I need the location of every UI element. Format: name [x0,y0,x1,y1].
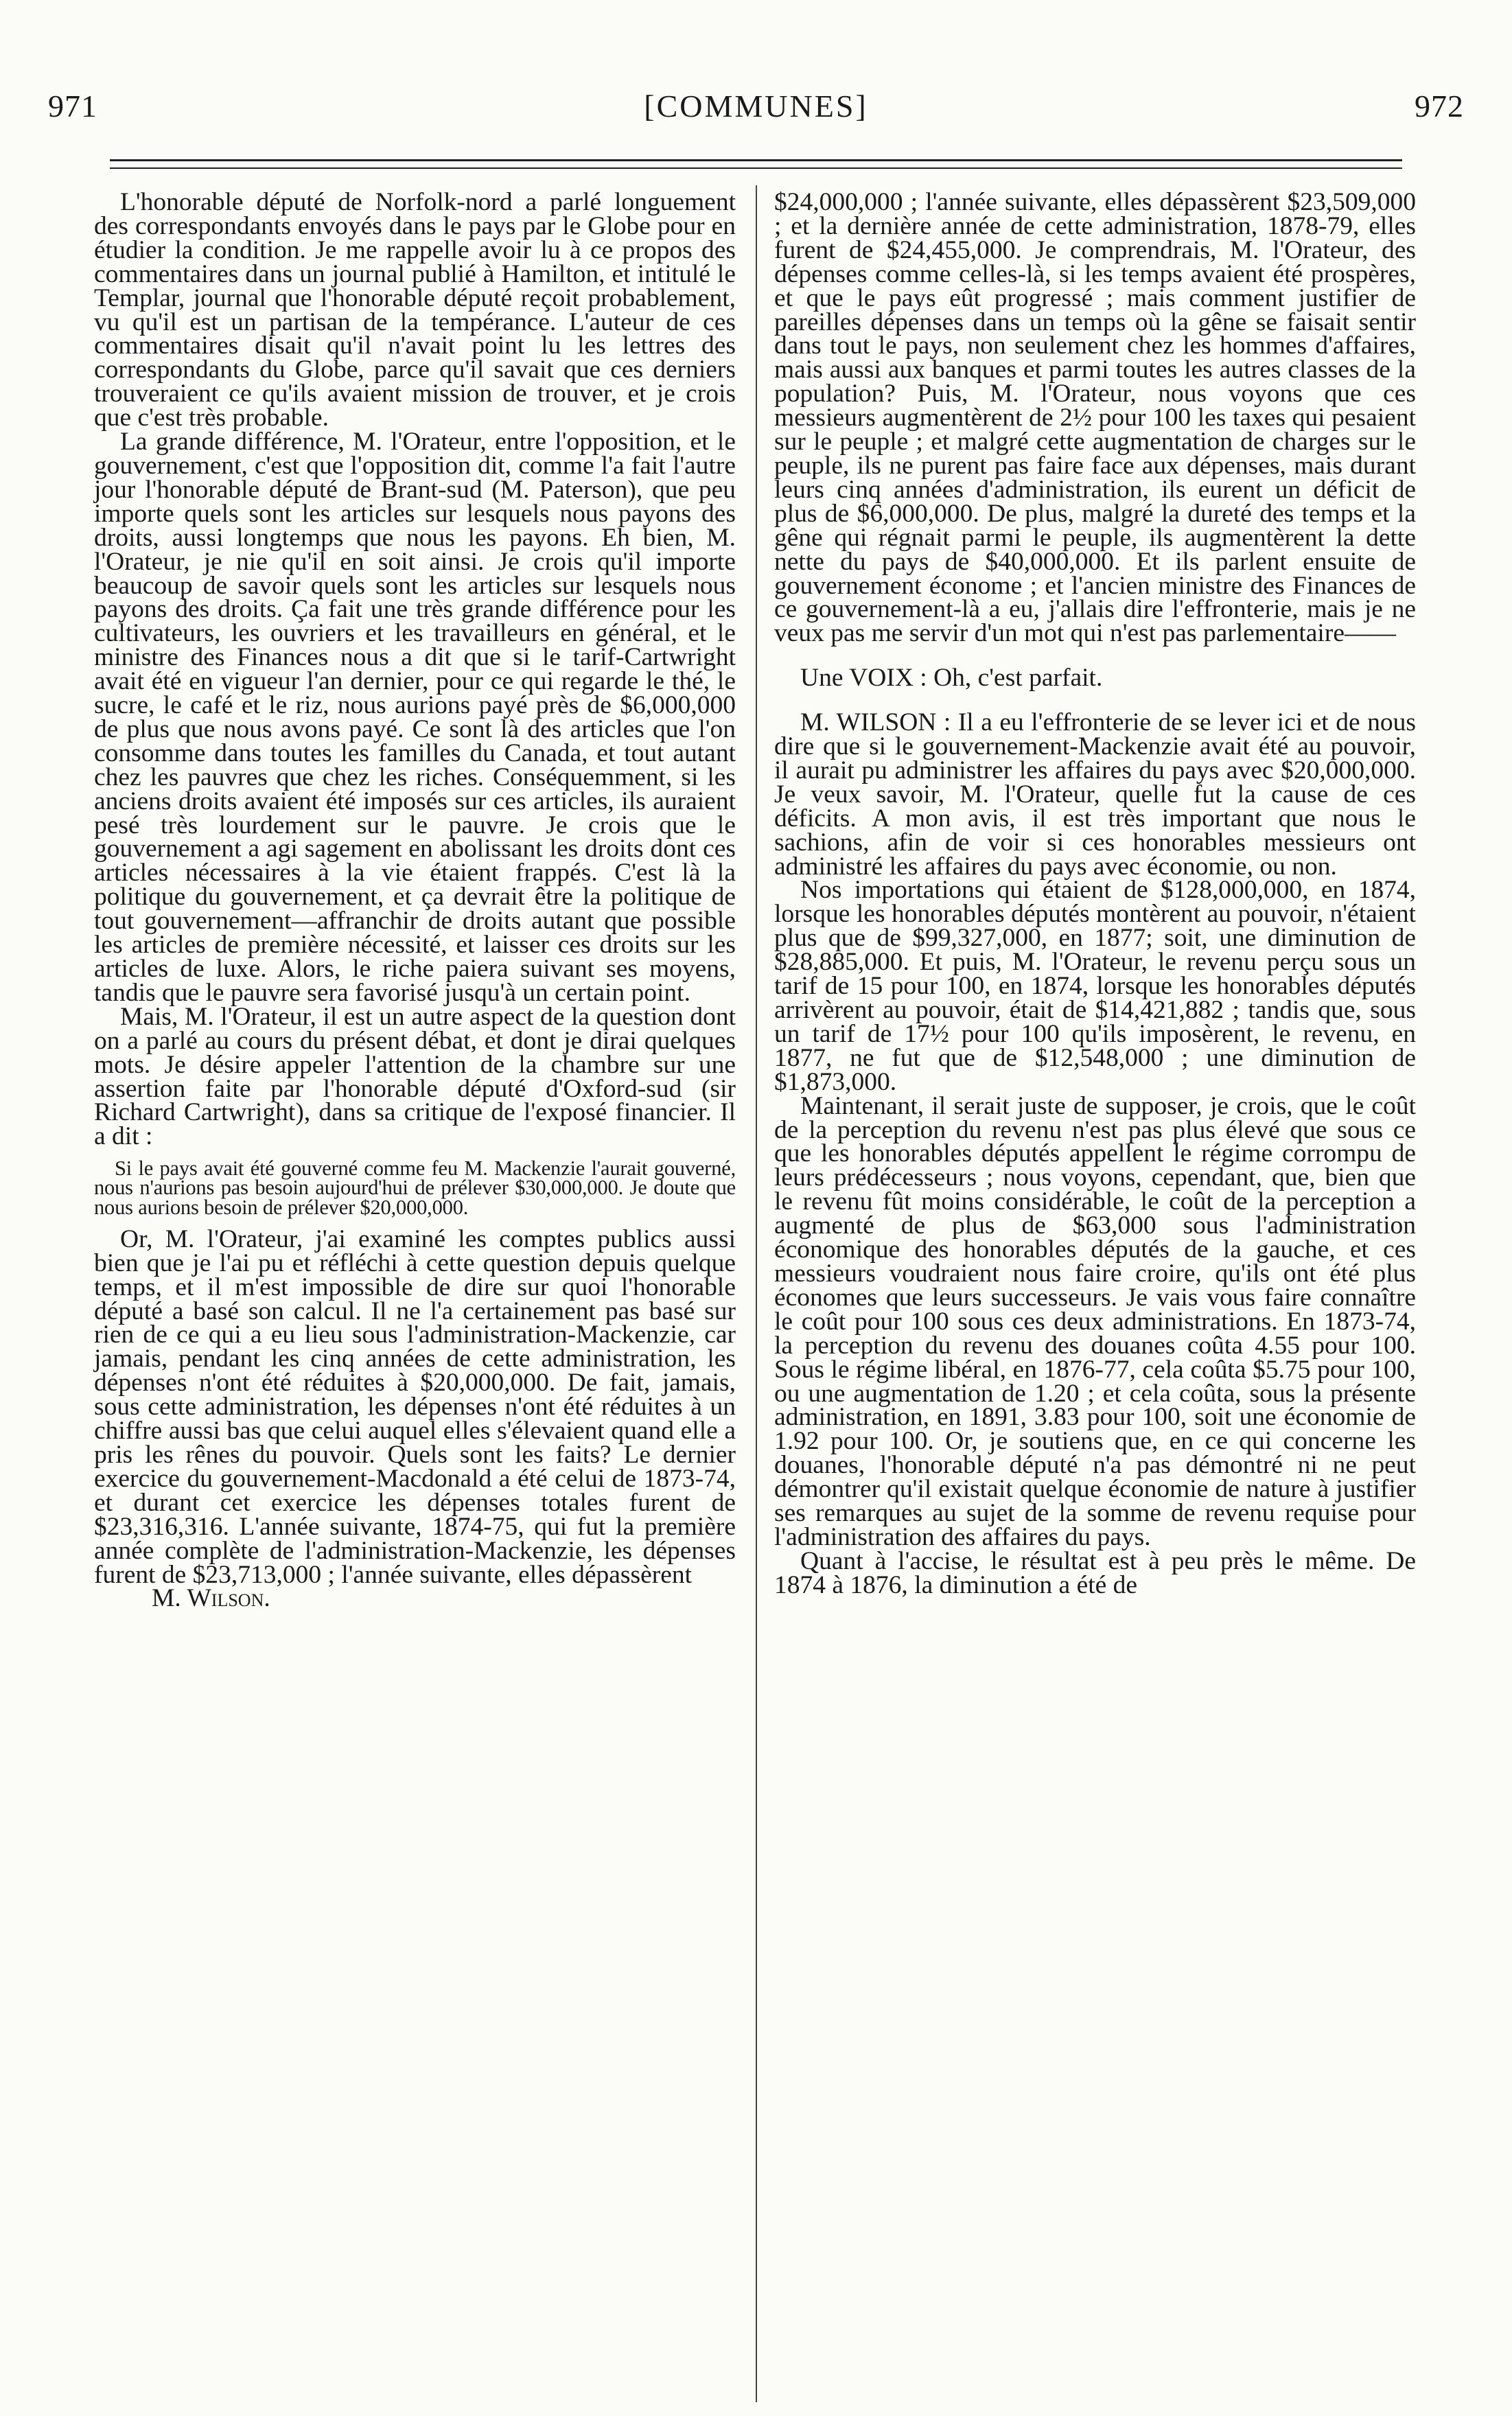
paragraph: L'honorable député de Norfolk-nord a parlé longuement des correspondants envoyés dans le pays par le Globe pour en étudier la condition. Je me rappelle avoir lu à ce propos des commentaires dans un journal publié à Hamilton, et intitulé le Templar, journal que l'honorable député reçoit probablement, vu qu'il est un partisan de la tempérance. L'auteur de ces commentaires disait qu'il n'avait point lu les lettres des correspondants du Globe, parce qu'il savait que ces derniers trouveraient ce qu'ils avaient mission de trouver, et je crois que c'est très probable. [94,188,736,432]
paragraph: $24,000,000 ; l'année suivante, elles dépassèrent $23,509,000 ; et la dernière année de cette administration, 1878-79, elles furent de $24,455,000. Je comprendrais, M. l'Orateur, des dépenses comme celles-là, si les temps avaient été prospères, et que le pays eût progressé ; mais comment justifier de pareilles dépenses dans un temps où la gêne se faisait sentir dans tout le pays, non seulement chez les hommes d'affaires, mais aussi aux banques et parmi toutes les autres classes de la population? Puis, M. l'Orateur, nous voyons que ces messieurs augmentèrent de 2½ pour 100 les taxes qui pesaient sur le peuple ; et malgré cette augmentation de charges sur le peuple, ils ne purent pas faire face aux dépenses, mais durant leurs cinq années d'administration, ils eurent un déficit de plus de $6,000,000. De plus, malgré la dureté des temps et la gêne qui régnait parmi le peuple, ils augmentèrent la dette nette du pays de $40,000,000. Et ils parlent ensuite de gouvernement économe ; et l'ancien ministre des Finances de ce gouvernement-là a eu, j'allais dire l'effronterie, mais je ne veux pas me servir d'un mot qui n'est pas parlementaire—— [774,188,1416,648]
paragraph: La grande différence, M. l'Orateur, entre l'opposition, et le gouvernement, c'est que l'opposition dit, comme l'a fait l'autre jour l'honorable député de Brant-sud (M. Paterson), que peu importe quels sont les articles sur lesquels nous payons des droits, aussi longtemps que nous les payons. Eh bien, M. l'Orateur, je nie qu'il en soit ainsi. Je crois qu'il importe beaucoup de savoir quels sont les articles sur lesquels nous payons des droits. Ça fait une très grande différence pour les cultivateurs, les ouvriers et les travailleurs en général, et le ministre des Finances nous a dit que si le tarif-Cartwright avait été en vigueur l'an dernier, pour ce qui regarde le thé, le sucre, le café et le riz, nous aurions payé près de $6,000,000 de plus que nous avons payé. Ce sont là des articles que l'on consomme dans toutes les familles du Canada, et tout autant chez les pauvres que chez les riches. Conséquemment, si les anciens droits avaient été imposés sur ces articles, ils auraient pesé très lourdement sur le pauvre. Je crois que le gouvernement a agi sagement en abolissant les droits dont ces articles nécessaires à la vie étaient frappés. C'est là la politique du gouvernement, et ça devrait être la politique de tout gouvernement—affranchir de droits autant que possible les articles de première nécessité, et laisser ces droits sur les articles de luxe. Alors, le riche paiera suivant ses moyens, tandis que le pauvre sera favorisé jusqu'à un certain point. [94,428,736,1007]
page-header [48,88,1464,143]
speaker-signature: M. Wilson. [152,1584,270,1613]
page-number-right: 972 [1415,89,1464,124]
page-number-left: 971 [48,89,97,124]
paragraph: Quant à l'accise, le résultat est à peu près le même. De 1874 à 1876, la diminution a été de [774,1546,1416,1599]
interjection: Une VOIX : Oh, c'est parfait. [800,664,1103,693]
paragraph: M. WILSON : Il a eu l'effronterie de se lever ici et de nous dire que si le gouvernement-Mackenzie avait été au pouvoir, il aurait pu administrer les affaires du pays avec $20,000,000. Je veux savoir, M. l'Orateur, quelle fut la cause de ces déficits. A mon avis, il est très important que nous le sachions, afin de voir si ces honorables messieurs ont administré les affaires du pays avec économie, ou non. [774,708,1416,881]
header-rule-bottom [110,167,1402,169]
left-column [94,188,736,1613]
right-column [774,188,1416,1599]
column-divider [756,185,757,2402]
paragraph: Or, M. l'Orateur, j'ai examiné les comptes publics aussi bien que je l'ai pu et réfléchi à cette question depuis quelque temps, et il m'est impossible de dire sur quoi l'honorable député a basé son calcul. Il ne l'a certainement pas basé sur rien de ce qui a eu lieu sous l'administration-Mackenzie, car jamais, pendant les cinq années de cette administration, les dépenses n'ont été réduites à $20,000,000. De fait, jamais, sous cette administration, les dépenses n'ont été réduites à un chiffre aussi bas que celui auquel elles s'élevaient quand elle a pris les rênes du pouvoir. Quels sont les faits? Le dernier exercice du gouvernement-Macdonald a été celui de 1873-74, et durant cet exercice les dépenses totales furent de $23,316,316. L'année suivante, 1874-75, qui fut la première année complète de l'administration-Mackenzie, les dépenses furent de $23,713,000 ; l'année suivante, elles dépassèrent [94,1224,736,1589]
paragraph: Mais, M. l'Orateur, il est un autre aspect de la question dont on a parlé au cours du présent débat, et dont je dirai quelques mots. Je désire appeler l'attention de la chambre sur une assertion faite par l'honorable député d'Oxford-sud (sir Richard Cartwright), dans sa critique de l'exposé financier. Il a dit : [94,1002,736,1151]
block-quote: Si le pays avait été gouverné comme feu M. Mackenzie l'aurait gouverné, nous n'aurions pas besoin aujourd'hui de prélever $30,000,000. Je doute que nous aurions besoin de prélever $20,000,000. [94,1157,736,1219]
paragraph: Nos importations qui étaient de $128,000,000, en 1874, lorsque les honorables députés montèrent au pouvoir, n'étaient plus que de $99,327,000, en 1877; soit, une diminution de $28,885,000. Et puis, M. l'Orateur, le revenu perçu sous un tarif de 15 pour 100, en 1874, lorsque les honorables députés arrivèrent au pouvoir, était de $14,421,882 ; tandis que, sous un tarif de 17½ pour 100 qu'ils imposèrent, le revenu, en 1877, ne fut que de $12,548,000 ; une diminution de $1,873,000. [774,876,1416,1096]
paragraph: Maintenant, il serait juste de supposer, je crois, que le coût de la perception du revenu n'est pas plus élevé que sous ce que les honorables députés appellent le régime corrompu de leurs prédécesseurs ; nous voyons, cependant, que, bien que le revenu fût moins considérable, le coût de la perception a augmenté de plus de $63,000 sous l'administration économique des honorables députés de la gauche, et ces messieurs voudraient nous faire croire, qu'ils ont été plus économes que leurs successeurs. Je vais vous faire connaître le coût pour 100 sous ces deux administrations. En 1873-74, la perception du revenu des douanes coûta 4.55 pour 100. Sous le régime libéral, en 1876-77, cela coûta $5.75 pour 100, ou une augmentation de 1.20 ; et cela coûta, sous la présente administration, en 1891, 3.83 pour 100, soit une économie de 1.92 pour 100. Or, je soutiens que, en ce qui concerne les douanes, l'honorable député n'a pas démontré ni ne peut démontrer qu'il existait quelque économie de nature à justifier ses remarques au sujet de la somme de revenu requise pour l'administration des affaires du pays. [774,1091,1416,1551]
running-title: [COMMUNES] [644,89,868,124]
header-rule-top [110,159,1402,161]
